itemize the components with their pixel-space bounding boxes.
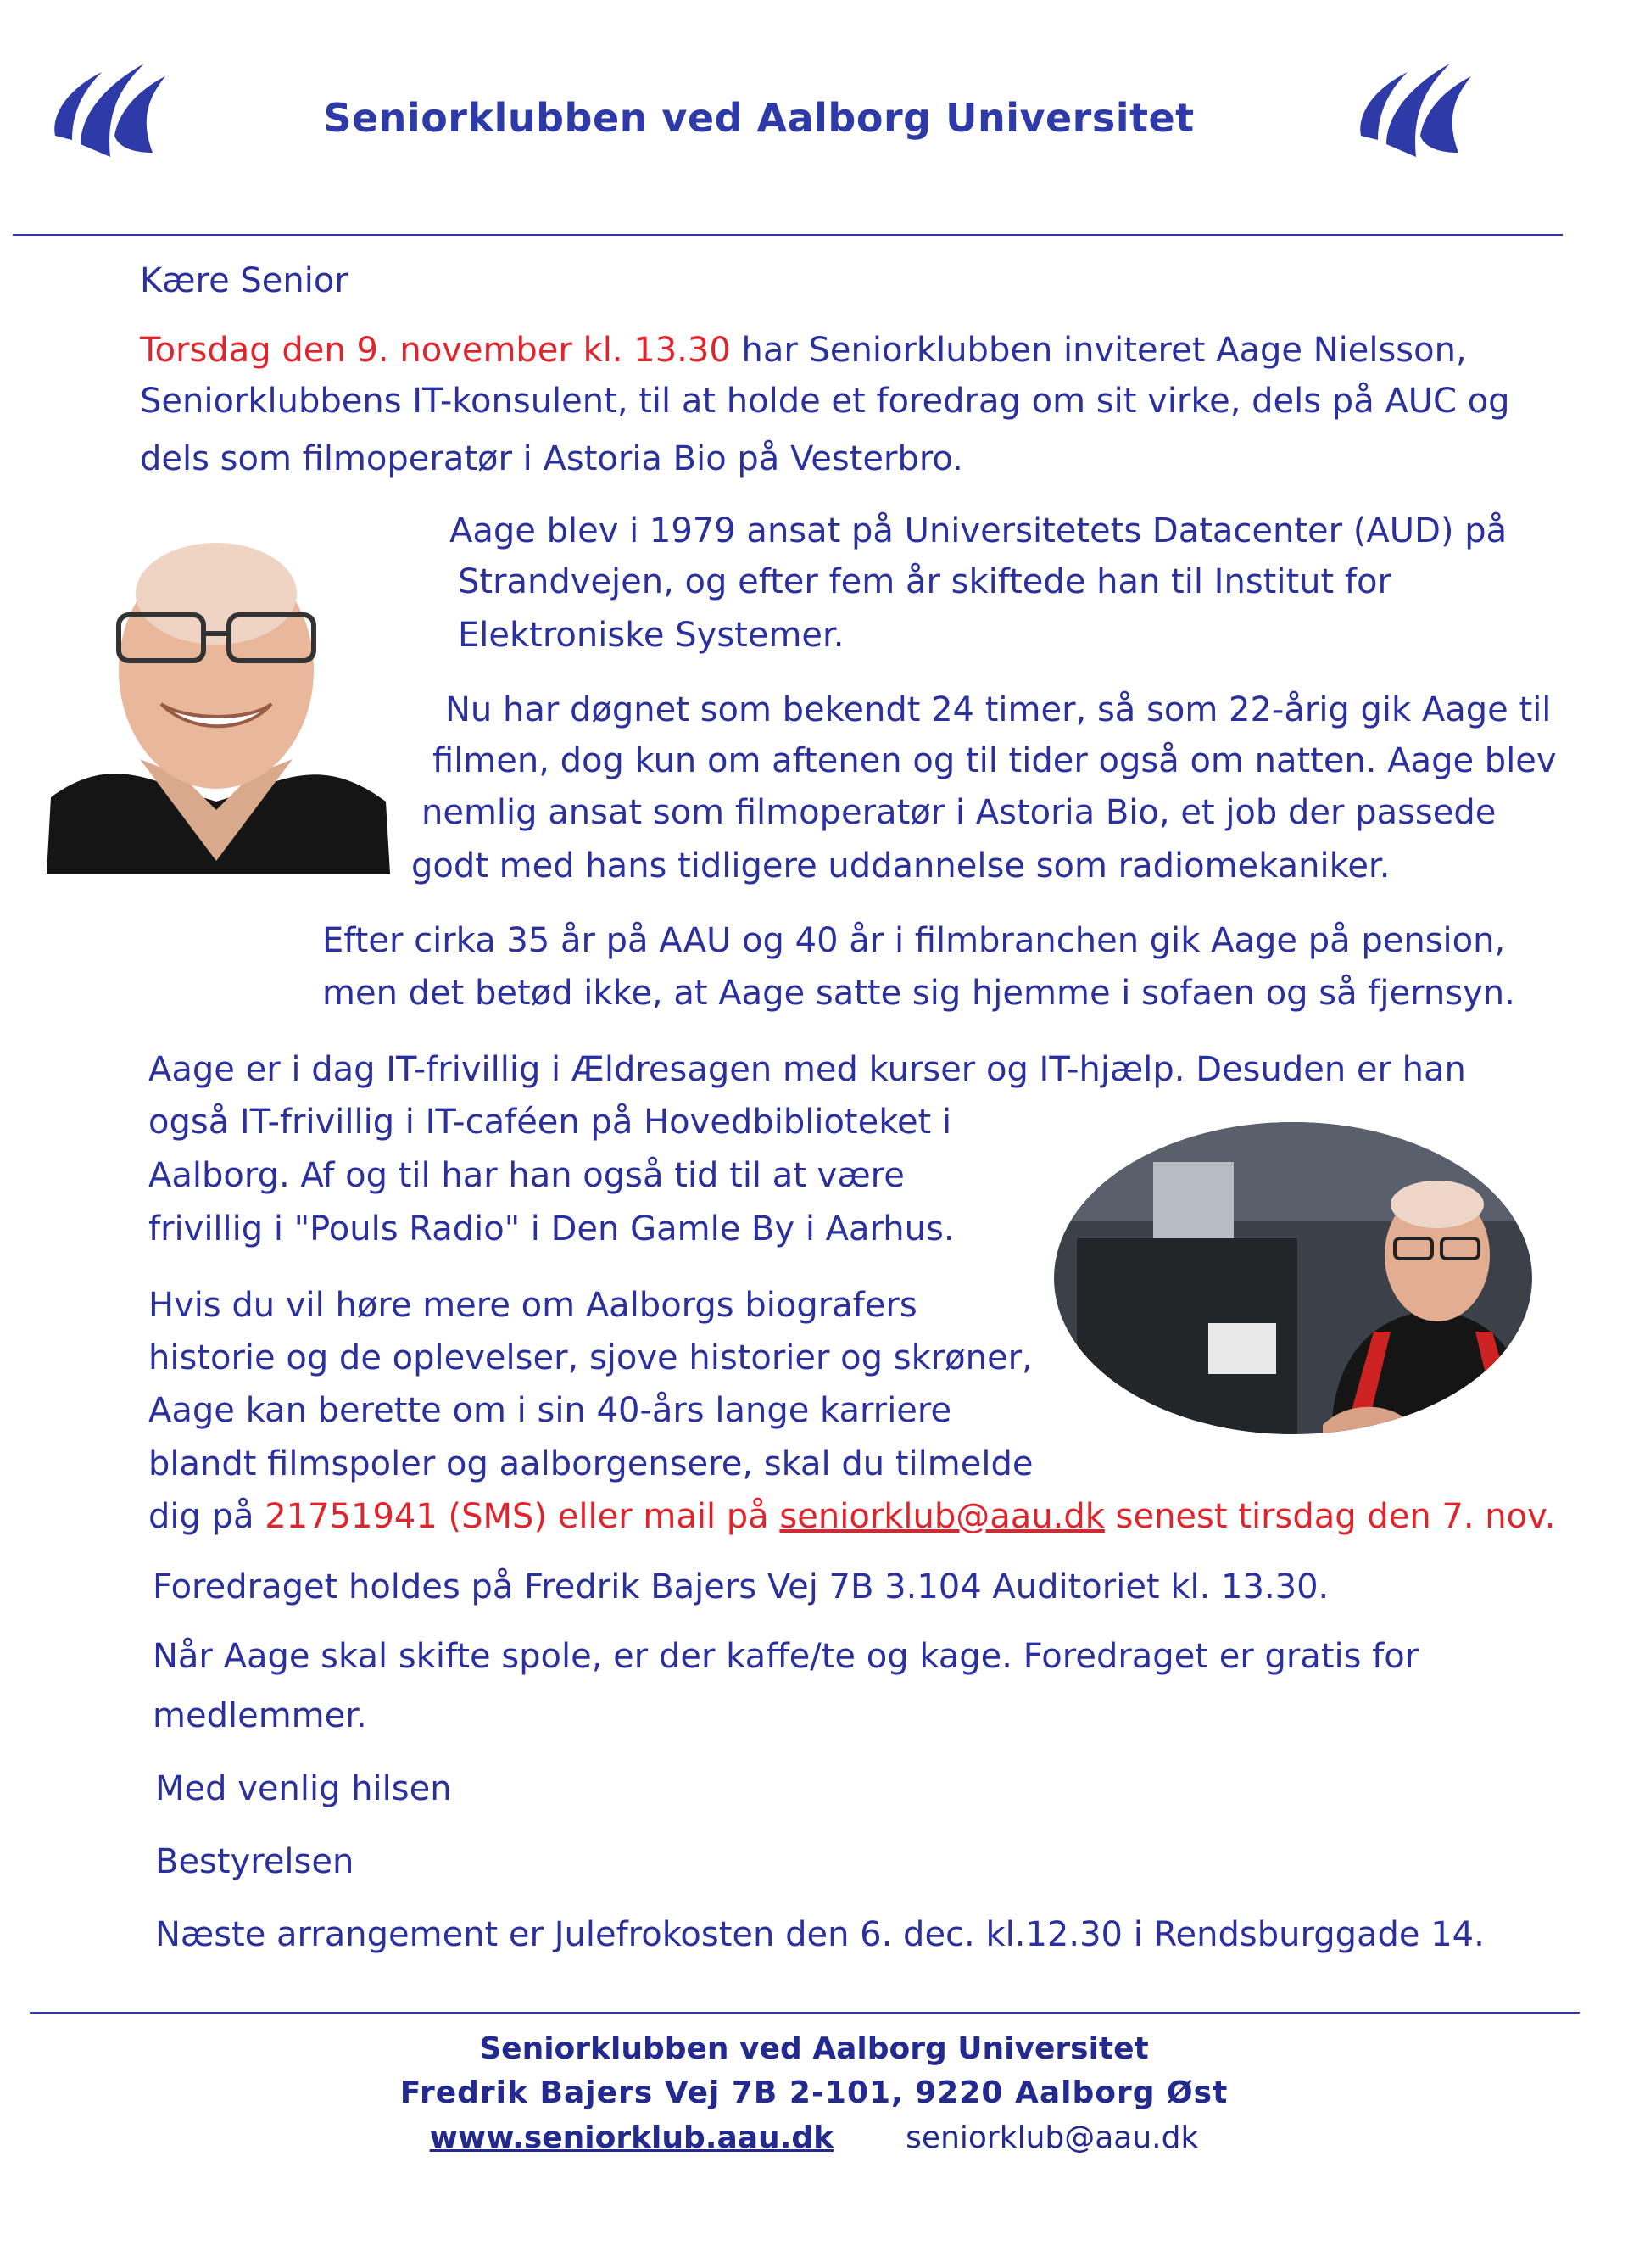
film-line-2: filmen, dog kun om aftenen og til tider også om natten. Aage blev <box>432 741 1557 780</box>
greeting: Kære Senior <box>140 261 348 300</box>
closing: Med venlig hilsen <box>155 1769 452 1808</box>
volunteer-line-2: også IT-frivillig i IT-caféen på Hovedbiblioteket i <box>148 1103 952 1142</box>
aud-line-2: Strandvejen, og efter fem år skiftede han til Institut for <box>458 562 1391 601</box>
footer-website-link[interactable]: www.seniorklub.aau.dk <box>429 2120 834 2155</box>
coffee-line-2: medlemmer. <box>153 1696 367 1735</box>
intro-line-1 <box>140 324 1467 377</box>
invite-line-1: Hvis du vil høre mere om Aalborgs biografers <box>148 1286 917 1325</box>
signup-email-link[interactable]: seniorklub@aau.dk <box>779 1497 1105 1536</box>
header-title: Seniorklubben ved Aalborg Universitet <box>323 95 1195 141</box>
footer-email[interactable]: seniorklub@aau.dk <box>906 2120 1199 2155</box>
footer-address: Fredrik Bajers Vej 7B 2-101, 9220 Aalborg Øst <box>399 2075 1229 2110</box>
invite-line-3: Aage kan berette om i sin 40-års lange karriere <box>148 1391 952 1430</box>
aud-line-3: Elektroniske Systemer. <box>458 616 845 655</box>
pension-line-1: Efter cirka 35 år på AAU og 40 år i filmbranchen gik Aage på pension, <box>322 921 1506 960</box>
film-line-3: nemlig ansat som filmoperatør i Astoria Bio, et job der passede <box>421 793 1497 832</box>
invite-line-2: historie og de oplevelser, sjove historier og skrøner, <box>148 1338 1033 1377</box>
intro-line-3: dels som filmoperatør i Astoria Bio på Vesterbro. <box>140 439 963 478</box>
invite-line-5 <box>148 1490 1555 1544</box>
intro-line-2: Seniorklubbens IT-konsulent, til at holde et foredrag om sit virke, dels på AUC og <box>140 382 1510 421</box>
volunteer-line-4: frivillig i "Pouls Radio" i Den Gamle By i Aarhus. <box>148 1209 955 1249</box>
invite-line-5-start: dig på <box>148 1497 265 1536</box>
projector-room-photo-icon <box>1051 1120 1535 1438</box>
footer-org: Seniorklubben ved Aalborg Universitet <box>479 2031 1149 2066</box>
venue-line: Foredraget holdes på Fredrik Bajers Vej 7B 3.104 Auditoriet kl. 13.30. <box>153 1567 1330 1606</box>
intro-line-1-rest: har Seniorklubben inviteret Aage Nielsson, <box>730 331 1467 370</box>
film-line-4: godt med hans tidligere uddannelse som radiomekaniker. <box>411 846 1391 885</box>
pension-line-2: men det betød ikke, at Aage satte sig hjemme i sofaen og så fjernsyn. <box>322 974 1515 1013</box>
volunteer-line-3: Aalborg. Af og til har han også tid til at være <box>148 1156 905 1195</box>
aud-line-1: Aage blev i 1979 ansat på Universitetets Datacenter (AUD) på <box>449 511 1508 550</box>
signature: Bestyrelsen <box>155 1842 354 1881</box>
header-divider <box>13 234 1563 236</box>
film-line-1: Nu har døgnet som bekendt 24 timer, så som 22-årig gik Aage til <box>445 690 1552 729</box>
footer-divider <box>30 2012 1580 2014</box>
coffee-line-1: Når Aage skal skifte spole, er der kaffe/te og kage. Foredraget er gratis for <box>153 1637 1419 1676</box>
footer-contact <box>0 2120 1628 2155</box>
portrait-photo-icon <box>47 505 390 874</box>
event-date: Torsdag den 9. november kl. 13.30 <box>140 331 731 370</box>
next-event: Næste arrangement er Julefrokosten den 6. dec. kl.12.30 i Rendsburggade 14. <box>155 1915 1485 1954</box>
volunteer-line-1: Aage er i dag IT-frivillig i Ældresagen med kurser og IT-hjælp. Desuden er han <box>148 1050 1466 1089</box>
signup-phone: 21751941 (SMS) eller mail på <box>265 1497 780 1536</box>
invite-line-4: blandt filmspoler og aalborgensere, skal du tilmelde <box>148 1444 1034 1483</box>
signup-deadline: senest tirsdag den 7. nov. <box>1104 1497 1556 1536</box>
